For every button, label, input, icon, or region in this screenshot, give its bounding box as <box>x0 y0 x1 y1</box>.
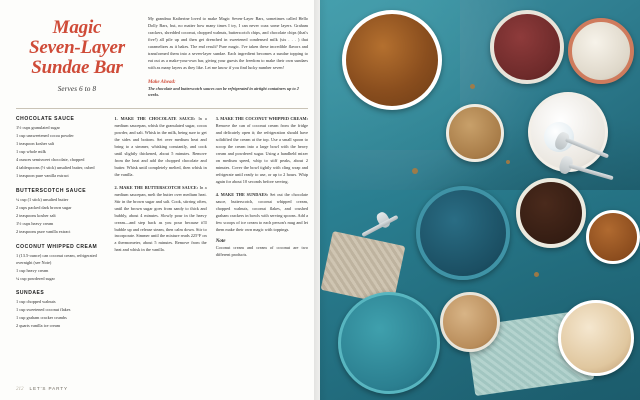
ingredient-item: 1½ cups granulated sugar <box>16 125 60 131</box>
ingredients-heading-butterscotch: BUTTERSCOTCH SAUCE <box>16 187 87 194</box>
page-title <box>16 18 138 78</box>
ingredient-item: 1½ cups heavy cream <box>16 220 54 226</box>
step-lead: MAKE THE CHOCOLATE SAUCE: <box>120 116 196 122</box>
crumb <box>412 168 418 174</box>
ingredient-item: 1 cup whole milk <box>16 149 46 155</box>
title-line-1: Magic <box>52 17 102 38</box>
recipe-header <box>16 14 308 98</box>
step-text: Remove the can of coconut cream from the fridge and delicately open it; the refrigeration should have solidified the cream at the top. Use a small spoon to scoop the cream into a large bowl with the heavy cream and powdered sugar. Using a handheld mixer on medium speed, whip to stiff peaks, about 2 minutes. Cover the bowl tightly with cling wrap and refrigerate until ready to use, or up to 2 hours. Whip again for about 10 seconds before serving. <box>215 123 308 184</box>
note-heading: Note <box>215 239 226 245</box>
step-number: 2. <box>114 184 118 190</box>
ingredients-column <box>16 116 105 331</box>
ingredient-item: ¼ cup powdered sugar <box>16 275 55 281</box>
bowl-ice-cream <box>416 186 510 280</box>
crumb <box>506 160 510 164</box>
ingredient-item: 4 tablespoons (½ stick) unsalted butter, cubed <box>16 164 95 170</box>
mug-red <box>490 10 564 84</box>
step-lead: MAKE THE SUNDAES: <box>220 191 269 197</box>
header-divider <box>16 108 308 109</box>
bowl-coconut-flakes <box>440 292 500 352</box>
ingredient-item: 2 teaspoons pure vanilla extract <box>16 228 71 234</box>
step-lead: MAKE THE COCONUT WHIPPED CREAM: <box>220 116 308 122</box>
bowl-coconut-cream <box>558 300 634 376</box>
mug-cream <box>568 18 634 84</box>
recipe-step <box>216 192 308 234</box>
ingredient-item: 1 (13.5-ounce) can coconut cream, refrigerated overnight (see Note) <box>16 252 97 265</box>
ingredients-heading-chocolate: CHOCOLATE SAUCE <box>16 116 75 123</box>
title-block <box>16 18 138 98</box>
step-lead: MAKE THE BUTTERSCOTCH SAUCE: <box>119 184 199 190</box>
ingredient-item: 1 teaspoon pure vanilla extract <box>16 172 69 178</box>
mug-chocolate-sundae <box>516 178 586 248</box>
title-line-2: Seven-Layer <box>29 36 125 58</box>
recipe-step <box>114 185 206 255</box>
ingredient-item: 2 teaspoons kosher salt <box>16 212 56 218</box>
ingredients-heading-sundaes: SUNDAES <box>16 290 45 297</box>
ingredient-item: 4 ounces semisweet chocolate, chopped <box>16 157 85 163</box>
crumb <box>470 84 475 89</box>
step-number: 4. <box>215 191 219 197</box>
steps-column-2 <box>216 116 308 331</box>
serves-label: Serves 6 to 8 <box>57 84 97 93</box>
recipe-step <box>114 116 206 179</box>
recipe-intro: My grandma Katherine loved to make Magic Seven-Layer Bars, sometimes called Hello Dolly Bars, but, no matter how many times I try, I can never coax some layers. Graham crackers, shredded coconut, chopped walnuts, butterscotch chips, and chocolate chips (that's five!) all pile up and then get drenched in sweetened condensed milk (six . . . ) that caramelizes as it bakes. The end result? Pure magic. I've taken these incredible flavors and transformed them into a seven-layer sundae. Each ingredient becomes a sundae topping to eat out as a make-your-own bar, giving your guests the freedom to make their own sundaes with as many layers as they like. Let me know if you find lucky number seven! <box>147 16 308 70</box>
ingredient-item: 1 cup unsweetened cocoa powder <box>16 133 74 139</box>
make-ahead-note: The chocolate and butterscotch sauces can be refrigerated in airtight containers up to 2 weeks. <box>147 85 299 97</box>
steps-column-1 <box>114 116 206 331</box>
ingredients-heading-whipped-cream: COCONUT WHIPPED CREAM <box>16 243 98 250</box>
recipe-step <box>216 116 308 186</box>
ingredient-item: 1 cup heavy cream <box>16 267 49 273</box>
ingredient-item: 2 quarts vanilla ice cream <box>16 323 61 329</box>
make-ahead-label: Make Ahead: <box>147 79 176 85</box>
page-footer <box>16 386 68 392</box>
step-text: In a medium saucepan, melt the butter over medium heat. Stir in the brown sugar and salt. Cook, stirring often, until the brown sugar goes from sandy to thick and bubbly, about 4 minutes. Slowly pour in the heavy cream—and step back as you pour because it'll bubble up and release steam, then calm down. Stir to incorporate. Simmer until the mixture reads 225°F on a thermometer, about 5 minutes. Remove from the heat and whisk in the vanilla. <box>114 184 207 253</box>
step-number: 1. <box>114 116 118 122</box>
crumb <box>534 272 539 277</box>
folio-number: 212 <box>16 387 24 392</box>
note-text: Coconut cream and cream of coconut are two different products. <box>215 245 308 258</box>
step-text: Set out the chocolate sauce, butterscotch, coconut whipped cream, chopped walnuts, coconut flakes, and crushed graham crackers in bowls with serving spoons. Add a few scoops of ice cream to each person's mug and let them make their own magic with toppings. <box>215 191 309 232</box>
ingredient-item: 1 cup sweetened coconut flakes <box>16 307 71 313</box>
step-text: In a medium saucepan, whisk the granulated sugar, cocoa powder, and salt. Whisk in the milk, being sure to get the sides and bottom. Set over medium heat and bring to a simmer, whisking constantly, and cook until slightly thickened, about 5 minutes. Remove from the heat and add the chopped chocolate and butter. Whisk until completely melted, then whisk in the vanilla. <box>114 116 207 177</box>
ingredient-item: 1 cup chopped walnuts <box>16 299 56 305</box>
title-line-3: Sundae Bar <box>31 56 123 78</box>
ingredient-item: ¼ cup (1 stick) unsalted butter <box>16 196 69 202</box>
bowl-butterscotch-sauce <box>586 210 640 264</box>
intro-column <box>148 16 308 98</box>
chapter-label: LET'S PARTY <box>29 386 68 391</box>
plate-teal <box>338 292 440 394</box>
step-number: 3. <box>215 116 219 122</box>
bowl-graham-crumbs <box>342 10 442 110</box>
ingredient-item: 1 cup graham cracker crumbs <box>16 315 67 321</box>
recipe-columns <box>16 116 308 331</box>
food-photograph <box>320 0 640 400</box>
ingredient-item: 1 teaspoon kosher salt <box>16 141 55 147</box>
make-ahead-heading <box>148 80 308 99</box>
bowl-walnuts <box>446 104 504 162</box>
ingredient-item: 2 cups packed dark brown sugar <box>16 204 72 210</box>
